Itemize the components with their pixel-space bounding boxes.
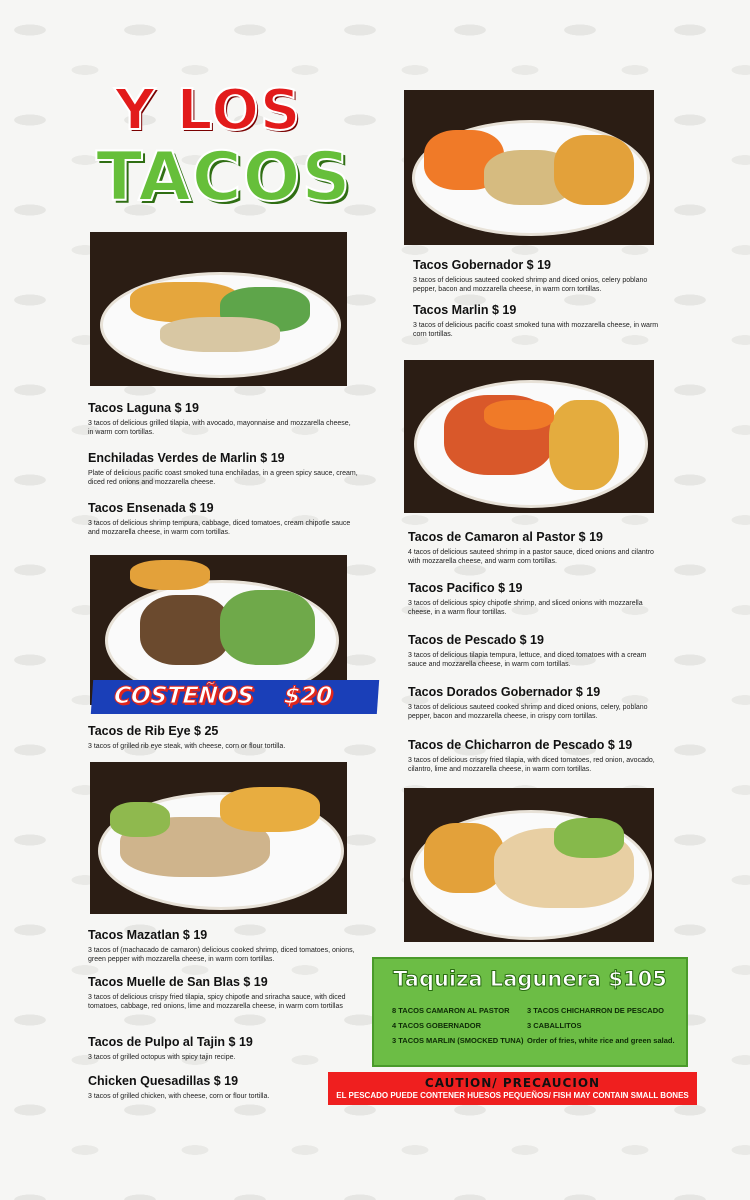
item-name: Tacos de Rib Eye $ 25 <box>88 724 219 738</box>
item-desc: 3 tacos of delicious spicy chipotle shrimp, and sliced onions with mozzarella cheese, in a warm flour tortillas. <box>408 600 643 616</box>
item-name: Tacos Laguna $ 19 <box>88 401 199 415</box>
item-name: Tacos Pacifico $ 19 <box>408 581 523 595</box>
taquiza-line: 8 TACOS CAMARON AL PASTOR <box>392 1006 510 1015</box>
taquiza-title: Taquiza Lagunera $105 <box>393 967 667 991</box>
menu-item-enchiladas-verdes <box>88 451 358 487</box>
taquiza-line: Order of fries, white rice and green salad. <box>527 1036 675 1045</box>
menu-item-pulpo-tajin <box>88 1035 358 1062</box>
taquiza-line: 3 TACOS MARLIN (SMOCKED TUNA) <box>392 1036 524 1045</box>
taquiza-line: 3 TACOS CHICHARRON DE PESCADO <box>527 1006 664 1015</box>
item-desc: 3 tacos of grilled octopus with spicy tajin recipe. <box>88 1054 236 1061</box>
costenos-label: COSTEÑOS <box>113 683 255 709</box>
item-desc: 3 tacos of delicious tilapia tempura, lettuce, and diced tomatoes with a cream sauce and mozzarella cheese, in warm corn tortillas. <box>408 652 647 668</box>
food-photo-1 <box>90 232 347 386</box>
costenos-banner <box>91 680 379 714</box>
item-name: Tacos Mazatlan $ 19 <box>88 928 208 942</box>
item-desc: 3 tacos of delicious grilled tilapia, with avocado, mayonnaise and mozzarella cheese, in warm corn tortillas. <box>88 420 351 436</box>
item-name: Tacos de Chicharron de Pescado $ 19 <box>408 738 633 752</box>
taquiza-line: 4 TACOS GOBERNADOR <box>392 1021 482 1030</box>
taquiza-lagunera-box <box>372 957 688 1067</box>
item-name: Enchiladas Verdes de Marlin $ 19 <box>88 451 285 465</box>
menu-item-chicken-quesadillas <box>88 1074 358 1101</box>
costenos-price: $20 <box>283 683 333 709</box>
menu-item-tacos-gobernador <box>413 258 663 294</box>
item-name: Tacos Dorados Gobernador $ 19 <box>408 685 601 699</box>
food-photo-3 <box>404 360 654 513</box>
menu-item-camaron-pastor <box>408 530 658 566</box>
item-name: Chicken Quesadillas $ 19 <box>88 1074 239 1088</box>
food-photo-5 <box>90 762 347 914</box>
item-desc: 4 tacos of delicious sauteed shrimp in a pastor sauce, diced onions and cilantro with mozzarella cheese, and warm corn tortillas. <box>408 549 654 565</box>
title-line-2: TACOS <box>96 138 352 217</box>
menu-item-tacos-pescado <box>408 633 658 669</box>
menu-item-tacos-ensenada <box>88 501 358 537</box>
item-name: Tacos Marlin $ 19 <box>413 303 517 317</box>
item-desc: 3 tacos of delicious pacific coast smoked tuna with mozzarella cheese, in warm corn tortillas. <box>413 322 659 338</box>
item-name: Tacos Muelle de San Blas $ 19 <box>88 975 268 989</box>
item-desc: 3 tacos of grilled rib eye steak, with cheese, corn or flour tortilla. <box>88 743 286 750</box>
item-desc: 3 tacos of delicious sauteed cooked shrimp and diced onions, celery, poblano pepper, bacon and mozzarella cheese, in crispy corn tortillas. <box>408 704 648 720</box>
menu-item-muelle-san-blas <box>88 975 358 1011</box>
taquiza-line: 3 CABALLITOS <box>527 1021 582 1030</box>
item-desc: 3 tacos of delicious sauteed cooked shrimp and diced onios, celery poblano pepper, bacon and mozzarella cheese, in warm corn tortillas. <box>413 277 648 293</box>
item-desc: Plate of delicious pacific coast smoked tuna enchiladas, in a green spicy sauce, cream, diced red onions and mozzarella cheese. <box>88 470 358 486</box>
menu-item-dorados-gobernador <box>408 685 658 721</box>
item-name: Tacos de Camaron al Pastor $ 19 <box>408 530 603 544</box>
title-line-1: Y LOS <box>114 78 302 143</box>
item-name: Tacos de Pescado $ 19 <box>408 633 544 647</box>
item-name: Tacos de Pulpo al Tajin $ 19 <box>88 1035 253 1049</box>
menu-item-tacos-pacifico <box>408 581 658 617</box>
item-desc: 3 tacos of delicious shrimp tempura, cabbage, diced tomatoes, cream chipotle sauce and mozzarella cheese, in warm corn tortillas. <box>88 520 351 536</box>
item-name: Tacos Gobernador $ 19 <box>413 258 552 272</box>
item-desc: 3 tacos of grilled chicken, with cheese, corn or flour tortilla. <box>88 1093 270 1100</box>
menu-item-tacos-mazatlan <box>88 928 358 964</box>
menu-item-tacos-laguna <box>88 401 358 437</box>
food-photo-6 <box>404 788 654 942</box>
caution-text: EL PESCADO PUEDE CONTENER HUESOS PEQUEÑOS/ FISH MAY CONTAIN SMALL BONES <box>336 1091 689 1100</box>
food-photo-2 <box>404 90 654 245</box>
caution-title: CAUTION/ PRECAUCION <box>424 1076 601 1090</box>
item-desc: 3 tacos of delicious crispy fried tilapia, with diced tomatoes, red onion, avocado, cilantro, lime and mozzarella cheese, in warm corn tortillas. <box>408 757 655 773</box>
menu-item-chicharron-pescado <box>408 738 658 774</box>
menu-item-tacos-marlin <box>413 303 663 339</box>
item-desc: 3 tacos of (machacado de camaron) delicious cooked shrimp, diced tomatoes, onions, green pepper with mozzarella cheese, in warm corn tortillas. <box>88 947 355 963</box>
item-desc: 3 tacos of delicious crispy fried tilapia, spicy chipotle and sriracha sauce, with diced tomatoes, cabbage, red onions, lime and mozzarella cheese, in warm corn tortillas <box>88 994 346 1010</box>
menu-item-rib-eye <box>88 724 358 751</box>
item-name: Tacos Ensenada $ 19 <box>88 501 214 515</box>
caution-banner <box>328 1072 697 1105</box>
